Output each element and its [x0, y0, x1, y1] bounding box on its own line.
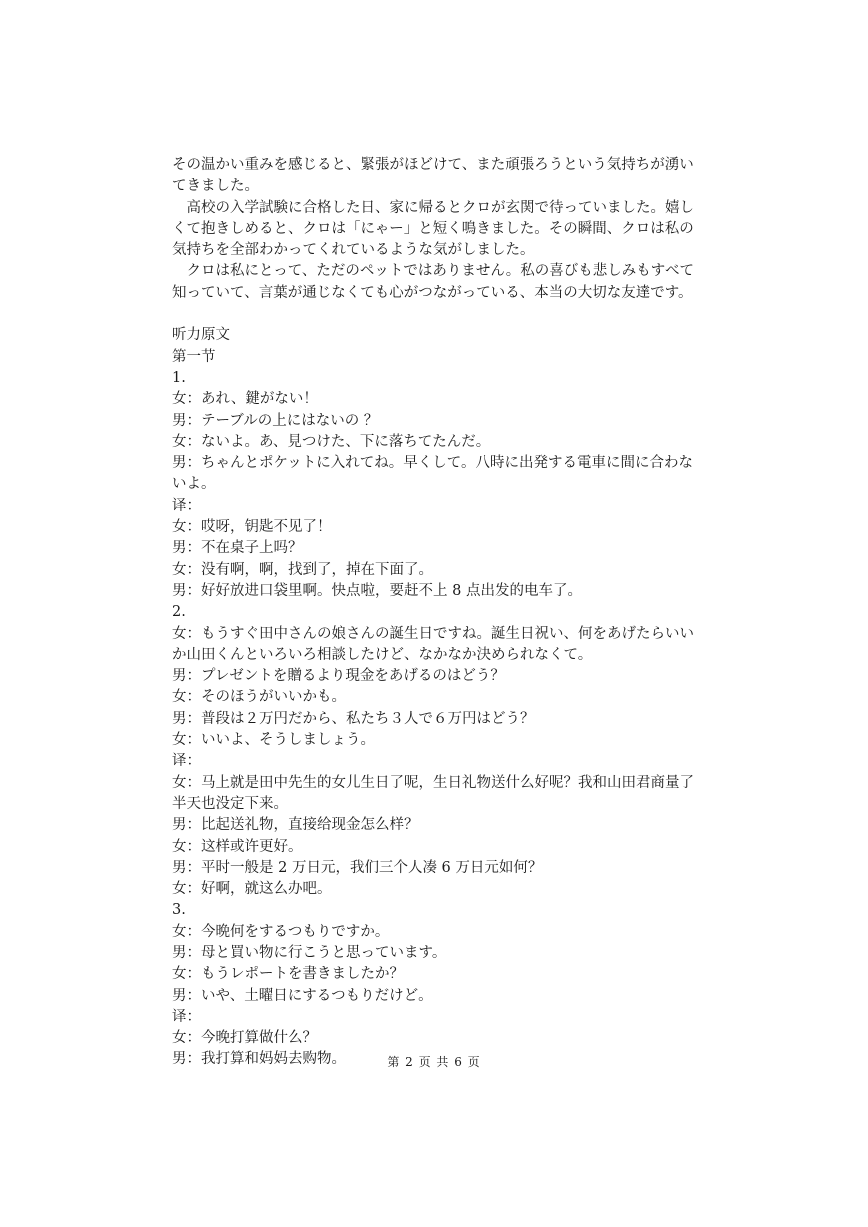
document-body: [172, 155, 702, 1071]
dialogue-line: 男：いや、土曜日にするつもりだけど。: [172, 987, 433, 1004]
translation-label: 译：: [172, 1008, 201, 1025]
translation-line: 男：平时一般是 2 万日元，我们三个人凑 6 万日元如何？: [172, 859, 543, 876]
translation-label: 译：: [172, 497, 201, 514]
translation-line: 女：哎呀，钥匙不见了！: [172, 519, 332, 536]
translation-label: 译：: [172, 753, 201, 770]
translation-line: 女：这样或许更好。: [172, 838, 303, 855]
translation-line: 女：今晚打算做什么？: [172, 1030, 317, 1047]
dialogue-line: 女：もうすぐ田中さんの娘さんの誕生日ですね。誕生日祝い、何をあげたらいいか山田くんといろいろ相談したけど、なかなか決められなくて。: [172, 625, 694, 663]
dialogue-line: 女：ないよ。あ、見つけた、下に落ちてたんだ。: [172, 433, 491, 450]
dialogue-line: 女：そのほうがいいかも。: [172, 689, 346, 706]
dialogue-line: 男：ちゃんとポケットに入れてね。早くして。八時に出発する電車に間に合わないよ。: [172, 455, 693, 493]
translation-line: 男：我打算和妈妈去购物。: [172, 1051, 346, 1068]
translation-line: 男：比起送礼物，直接给现金怎么样？: [172, 817, 419, 834]
spacer: [172, 304, 702, 325]
item-number: 2.: [172, 604, 186, 621]
section-heading: 第一节: [172, 348, 216, 365]
translation-line: 女：没有啊，啊，找到了，掉在下面了。: [172, 561, 433, 578]
translation-line: 男：不在桌子上吗？: [172, 540, 303, 557]
translation-line: 男：好好放进口袋里啊。快点啦，要赶不上 8 点出发的电车了。: [172, 582, 582, 599]
listening-heading: 听力原文: [172, 327, 230, 344]
translation-line: 女：马上就是田中先生的女儿生日了呢，生日礼物送什么好呢？我和山田君商量了半天也没定下来。: [172, 774, 694, 812]
dialogue-line: 女：もうレポートを書きましたか？: [172, 966, 404, 983]
translation-line: 女：好啊，就这么办吧。: [172, 881, 332, 898]
dialogue-line: 男：テーブルの上にはないの ？: [172, 412, 379, 429]
dialogue-line: 女：いいよ、そうしましょう。: [172, 732, 375, 749]
dialogue-line: 女：あれ、鍵がない！: [172, 391, 318, 408]
dialogue-line: 男：母と買い物に行こうと思っています。: [172, 944, 447, 961]
dialogue-line: 男：普段は２万円だから、私たち３人で６万円はどう？: [172, 710, 535, 727]
dialogue-line: 男：プレゼントを贈るより現金をあげるのはどう？: [172, 668, 505, 685]
essay-paragraph: その温かい重みを感じると、緊張がほどけて、また頑張ろうという気持ちが湧いてきました。: [172, 157, 694, 195]
dialogue-line: 女：今晩何をするつもりですか。: [172, 923, 390, 940]
essay-paragraph: 高校の入学試験に合格した日、家に帰るとクロが玄関で待っていました。嬉しくて抱きしめると、クロは「にゃー」と短く鳴きました。その瞬間、クロは私の気持ちを全部わかってくれているような気がしました。: [172, 199, 694, 259]
item-number: 1.: [172, 369, 186, 386]
essay-paragraph: クロは私にとって、ただのペットではありません。私の喜びも悲しみもすべて知っていて、言葉が通じなくても心がつながっている、本当の大切な友達です。: [172, 263, 694, 301]
page-number-footer: 第 2 页 共 6 页: [387, 1055, 481, 1069]
item-number: 3.: [172, 902, 186, 919]
